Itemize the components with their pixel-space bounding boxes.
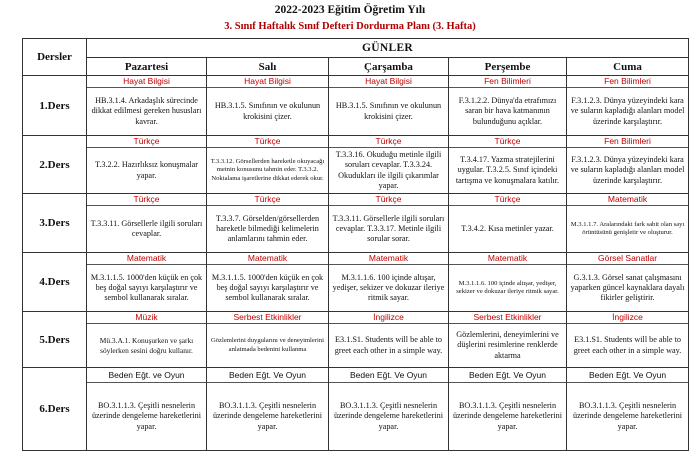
objective-text: HB.3.1.4. Arkadaşlık sürecinde dikkat edilmesi gereken hususları kavrar. [91,96,202,126]
objective-text: BO.3.1.1.3. Çeşitli nesnelerin üzerinde dengeleme hareketlerini yapar. [212,401,323,431]
subject-label: Türkçe [207,194,328,206]
subject-label: Serbest Etkinlikler [207,312,328,324]
subject-label: Fen Bilimleri [449,76,566,88]
plan-cell [329,312,449,368]
subject-label: Türkçe [449,136,566,148]
plan-cell [567,368,689,451]
plan-cell [449,136,567,194]
objective-text: F.3.1.2.2. Dünya'da etrafımızı saran bir hava katmanının bulunduğunu açıklar. [458,96,557,126]
objective-text: E3.1.S1. Students will be able to greet each other in a simple way. [334,335,443,355]
day-header-persembe: Perşembe [449,58,567,76]
subject-label: Fen Bilimleri [567,76,688,88]
objective-text: BO.3.1.1.3. Çeşitli nesnelerin üzerinde dengeleme hareketlerini yapar. [91,401,202,431]
plan-cell [329,194,449,253]
lesson-label: 4.Ders [23,253,87,312]
objective-text: HB.3.1.5. Sınıfının ve okulunun krokisini çizer. [214,101,321,121]
subject-label: Beden Eğt. Ve Oyun [207,368,328,383]
day-header-sali: Salı [207,58,329,76]
subject-label: Matematik [449,253,566,265]
objective-text: T.3.4.2. Kısa metinler yazar. [461,223,554,233]
subject-label: Türkçe [329,136,448,148]
lesson-label: 5.Ders [23,312,87,368]
objective-text: T.3.3.11. Görsellerle ilgili soruları cevaplar. T.3.3.17. Metinle ilgili sorular sorar. [332,213,445,244]
objective-text: BO.3.1.1.3. Çeşitli nesnelerin üzerinde dengeleme hareketlerini yapar. [572,401,683,431]
objective-text: M.3.1.1.6. 100 içinde altışar, yedişer, sekizer ve dokuzar ileriye ritmik sayar. [456,279,559,295]
subject-label: Beden Eğt. Ve Oyun [329,368,448,383]
plan-cell [567,136,689,194]
lesson-label: 6.Ders [23,368,87,451]
subject-label: Matematik [87,253,206,265]
subject-label: Matematik [567,194,688,206]
plan-cell [449,194,567,253]
table-row [23,368,689,451]
plan-cell [87,312,207,368]
objective-text: T.3.4.17. Yazma stratejilerini uygular. T.3.2.5. Sınıf içindeki tartışma ve konuşmalara katılır. [455,155,560,185]
objective-text: BO.3.1.1.3. Çeşitli nesnelerin üzerinde dengeleme hareketlerini yapar. [452,401,563,431]
subject-label: İngilizce [329,312,448,324]
objective-text: T.3.2.2. Hazırlıksız konuşmalar yapar. [94,160,199,180]
plan-cell [449,253,567,312]
objective-text: Gözlemlerini, deneyimlerini ve düşlerini resimlerine renklerde aktarma [456,330,559,360]
plan-cell [207,194,329,253]
plan-cell [567,194,689,253]
plan-cell [207,136,329,194]
subject-label: Türkçe [87,194,206,206]
day-header-pazartesi: Pazartesi [87,58,207,76]
document-title: 2022-2023 Eğitim Öğretim Yılı [274,4,426,16]
subject-label: Hayat Bilgisi [87,76,206,88]
plan-cell [329,368,449,451]
plan-cell [87,253,207,312]
lesson-label: 1.Ders [23,76,87,136]
plan-cell [87,136,207,194]
subject-label: Türkçe [329,194,448,206]
objective-text: T.3.3.7. Görselden/görsellerden hareketle bilmediği kelimelerin anlamlarını tahmin eder. [215,213,320,244]
plan-cell [329,253,449,312]
objective-text: T.3.3.11. Görsellerle ilgili soruları cevaplar. [90,218,203,238]
subject-label: Müzik [87,312,206,324]
plan-cell [567,76,689,136]
objective-text: F.3.1.2.3. Dünya yüzeyindeki kara ve suların kapladığı alanları model üzerinde karşılaştırır. [570,96,685,126]
plan-cell [567,312,689,368]
objective-text: M.3.1.1.5. 1000'den küçük en çok beş doğal sayıyı karşılaştırır ve sembol kullanarak sıralar. [211,272,324,303]
document-subtitle: 3. Sınıf Haftalık Sınıf Defteri Dordurma Planı (3. Hafta) [224,21,476,32]
subject-label: Türkçe [87,136,206,148]
subject-label: Türkçe [207,136,328,148]
plan-cell [87,368,207,451]
plan-cell [207,253,329,312]
objective-text: Gözlemlerini duygularını ve deneyimlerini anlatmada bedenini kullanma [211,337,324,353]
table-row [23,194,689,253]
subject-label: Matematik [329,253,448,265]
subject-label: Beden Eğt. ve Oyun [87,368,206,383]
objective-text: G.3.1.3. Görsel sanat çalışmasını yaparken güncel kaynaklara dayalı fikirler geliştirir. [570,272,685,303]
plan-cell [449,368,567,451]
table-row [23,312,689,368]
objective-text: E3.1.S1. Students will be able to greet each other in a simple way. [573,335,682,355]
objective-text: T.3.3.16. Okuduğu metinle ilgili soruları cevaplar. T.3.3.24. Okudukları ile ilgili çıkarımlar yapar. [335,150,442,190]
objective-text: BO.3.1.1.3. Çeşitli nesnelerin üzerinde dengeleme hareketlerini yapar. [333,401,444,431]
weekly-plan-table [22,38,689,451]
subject-label: Görsel Sanatlar [567,253,688,265]
day-header-carsamba: Çarşamba [329,58,449,76]
objective-text: M.3.1.1.7. Aralarındaki fark sabit olan sayı örüntüsünü genişletir ve oluşturur. [570,220,685,236]
table-row [23,136,689,194]
plan-cell [207,312,329,368]
subject-label: Beden Eğt. Ve Oyun [567,368,688,383]
objective-text: Mü.3.A.1. Konuşurken ve şarkı söylerken sesini doğru kullanır. [99,336,194,355]
plan-cell [207,368,329,451]
plan-cell [329,136,449,194]
objective-text: T.3.3.12. Görsellerden hareketle okuyacağı metnin konusunu tahmin eder. T.3.3.2. Noktalama işaretlerine dikkat ederek okur. [210,158,325,182]
day-header-cuma: Cuma [567,58,689,76]
plan-cell [87,76,207,136]
objective-text: HB.3.1.5. Sınıfının ve okulunun krokisini çizer. [335,101,442,121]
subject-label: İngilizce [567,312,688,324]
plan-cell [449,76,567,136]
objective-text: M.3.1.1.6. 100 içinde altışar, yedişer, sekizer ve dokuzar ileriye ritmik sayar. [332,272,445,303]
plan-cell [87,194,207,253]
table-row [23,76,689,136]
subject-label: Beden Eğt. Ve Oyun [449,368,566,383]
subject-label: Türkçe [449,194,566,206]
subject-label: Matematik [207,253,328,265]
subject-label: Fen Bilimleri [567,136,688,148]
dersler-header: Dersler [23,39,87,76]
lesson-label: 3.Ders [23,194,87,253]
plan-cell [449,312,567,368]
plan-cell [329,76,449,136]
objective-text: F.3.1.2.3. Dünya yüzeyindeki kara ve suların kapladığı alanları model üzerinde karşılaştırır. [570,155,685,185]
table-row [23,253,689,312]
subject-label: Hayat Bilgisi [207,76,328,88]
plan-cell [567,253,689,312]
subject-label: Hayat Bilgisi [329,76,448,88]
objective-text: M.3.1.1.5. 1000'den küçük en çok beş doğal sayıyı karşılaştırır ve sembol kullanarak sıralar. [90,272,203,303]
subject-label: Serbest Etkinlikler [449,312,566,324]
plan-cell [207,76,329,136]
gunler-header: GÜNLER [87,39,689,58]
lesson-label: 2.Ders [23,136,87,194]
